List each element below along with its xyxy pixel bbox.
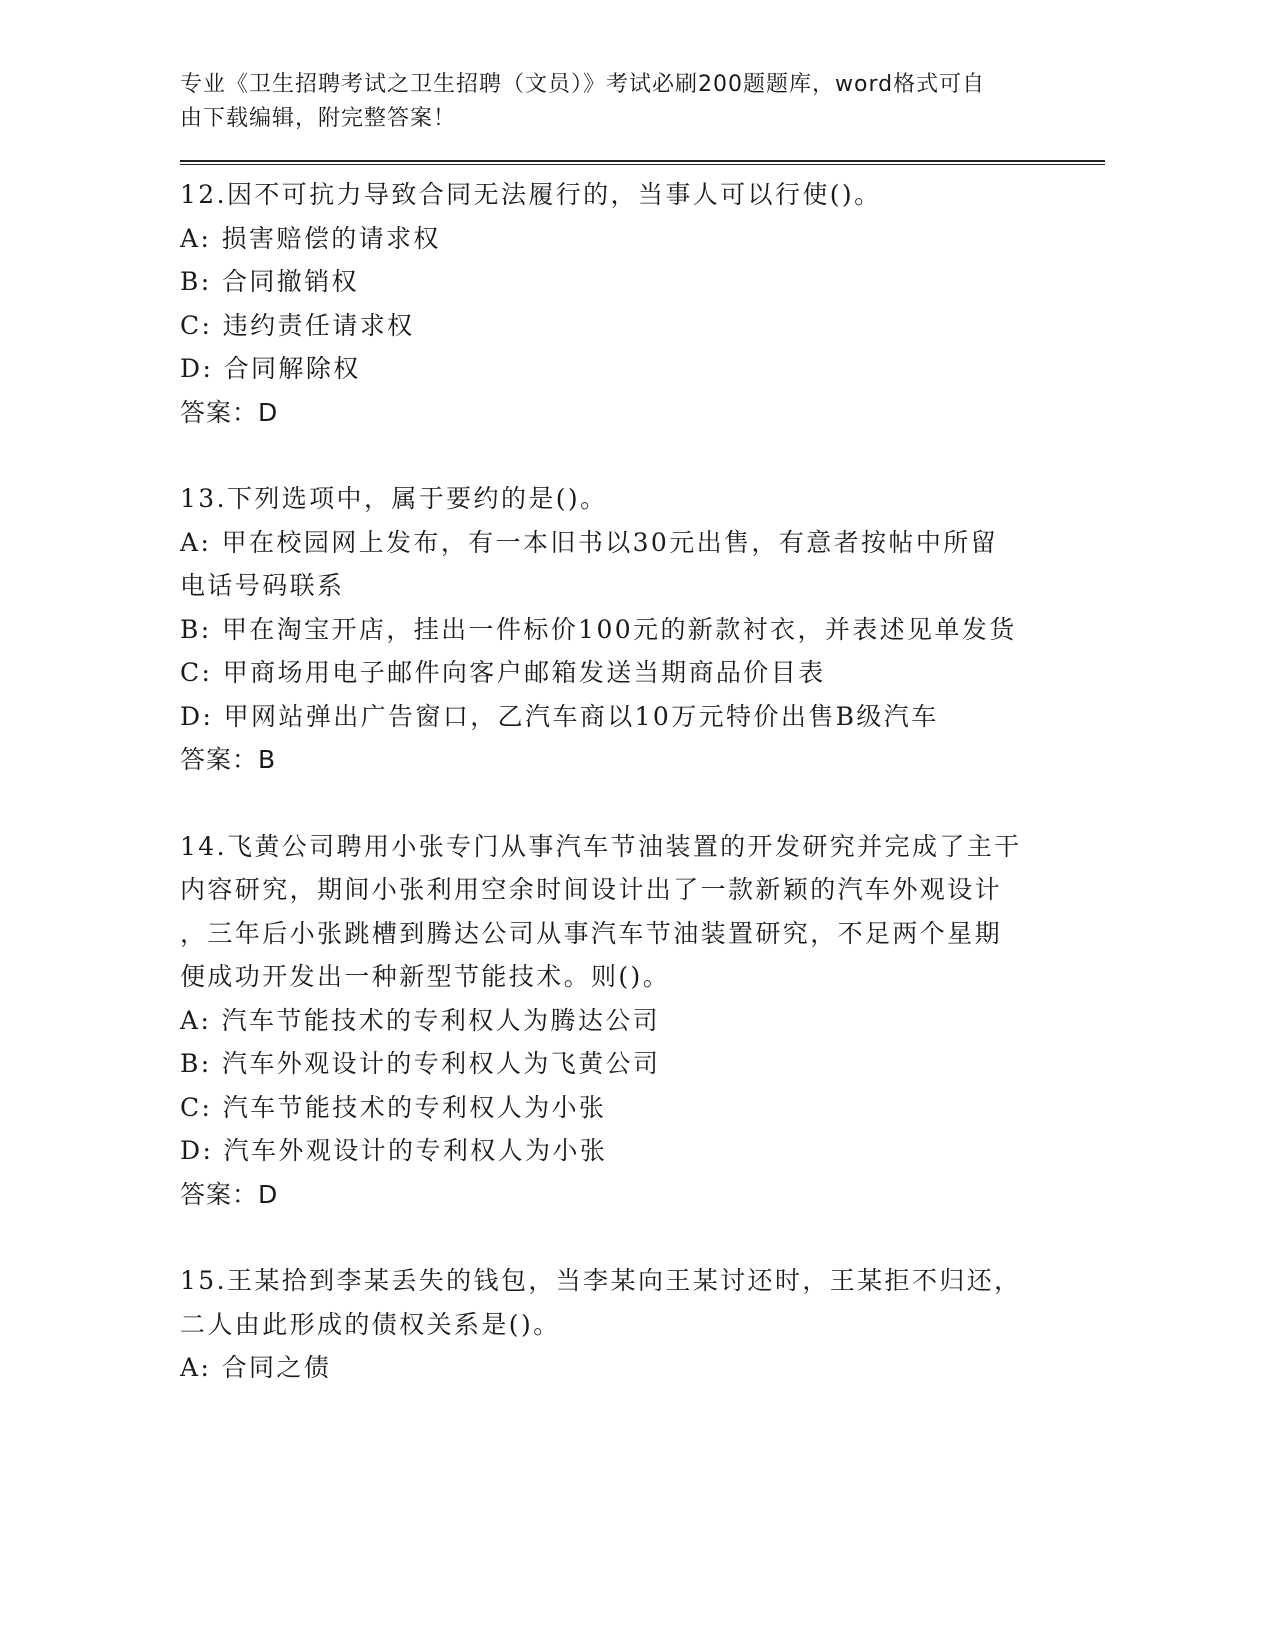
option-a-continued: 电话号码联系: [180, 571, 345, 600]
question-stem: ，三年后小张跳槽到腾达公司从事汽车节油装置研究，不足两个星期: [180, 918, 1003, 948]
option-b: B: 合同撤销权: [180, 267, 359, 296]
question-stem: 12.因不可抗力导致合同无法履行的，当事人可以行使()。: [180, 180, 882, 209]
option-b: B: 甲在淘宝开店，挂出一件标价100元的新款衬衣，并表述见单发货: [180, 614, 1017, 644]
answer: 答案：B: [180, 745, 277, 774]
question-stem: 便成功开发出一种新型节能技术。则()。: [180, 962, 671, 991]
answer: 答案：D: [180, 397, 279, 427]
question-stem: 内容研究，期间小张利用空余时间设计出了一款新颖的汽车外观设计: [180, 875, 1003, 904]
option-a: A: 合同之债: [180, 1353, 332, 1382]
header-line: 由下载编辑，附完整答案！: [180, 106, 457, 131]
question-stem: 15.王某拾到李某丢失的钱包，当李某向王某讨还时，王某拒不归还，: [180, 1266, 1022, 1295]
header-line: 专业《卫生招聘考试之卫生招聘（文员）》考试必刷200题题库，word格式可自: [180, 72, 986, 97]
option-b: B: 汽车外观设计的专利权人为飞黄公司: [180, 1049, 661, 1078]
question-list: [180, 173, 1105, 1390]
option-a: A: 损害赔偿的请求权: [180, 223, 441, 253]
header-divider: [180, 160, 1105, 165]
option-c: C: 甲商场用电子邮件向客户邮箱发送当期商品价目表: [180, 658, 826, 687]
option-c: C: 违约责任请求权: [180, 310, 415, 340]
option-d: D: 汽车外观设计的专利权人为小张: [180, 1136, 608, 1165]
question-14: [180, 825, 1105, 1217]
option-a: A: 甲在校园网上发布，有一本旧书以30元出售，有意者按帖中所留: [180, 527, 999, 557]
option-d: D: 甲网站弹出广告窗口，乙汽车商以10万元特价出售B级汽车: [180, 701, 939, 731]
question-15: [180, 1259, 1105, 1390]
answer: 答案：D: [180, 1179, 279, 1209]
document-header: [180, 68, 1040, 136]
option-a: A: 汽车节能技术的专利权人为腾达公司: [180, 1005, 661, 1035]
question-13: [180, 477, 1105, 782]
question-stem: 13.下列选项中，属于要约的是()。: [180, 484, 608, 513]
question-stem: 二人由此形成的债权关系是()。: [180, 1309, 561, 1339]
question-12: [180, 173, 1105, 434]
option-c: C: 汽车节能技术的专利权人为小张: [180, 1092, 607, 1122]
document-page: [180, 68, 1105, 1390]
question-stem: 14.飞黄公司聘用小张专门从事汽车节油装置的开发研究并完成了主干: [180, 831, 1022, 861]
option-d: D: 合同解除权: [180, 354, 361, 383]
